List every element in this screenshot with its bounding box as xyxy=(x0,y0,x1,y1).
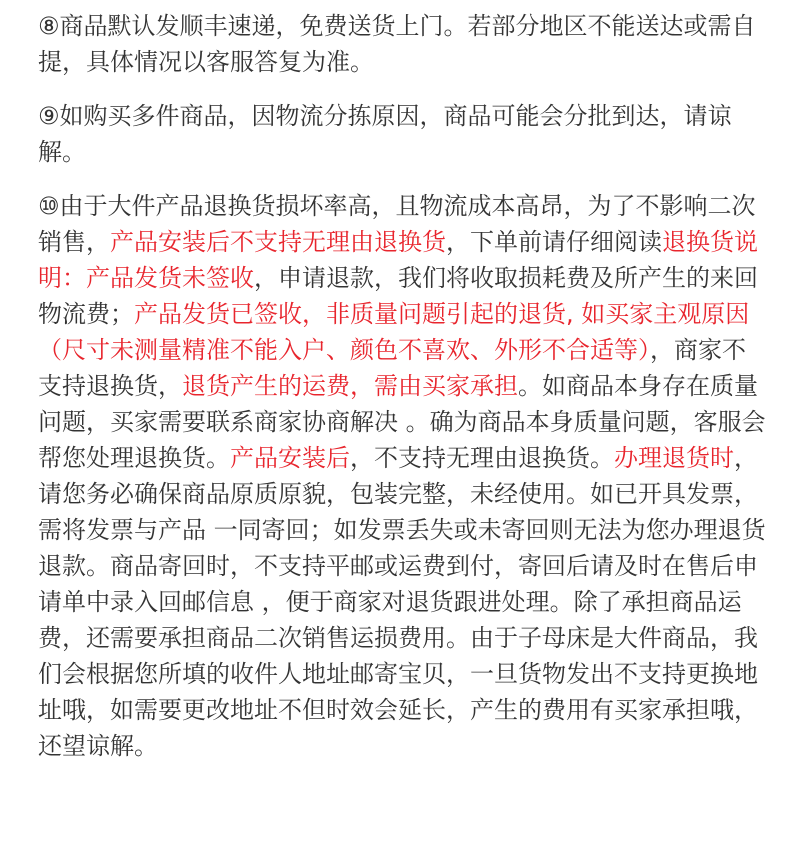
highlight-buyer-pays-shipping: 退货产生的运费，需由买家承担 xyxy=(182,372,518,400)
paragraph-10-text: ，不支持无理由退换货。 xyxy=(350,444,614,472)
paragraph-9-text: ⑨如购买多件商品，因物流分拣原因，商品可能会分批到达，请谅解。 xyxy=(38,102,732,166)
paragraph-10-text: ，请您务必确保商品原质原貌，包装完整，未经使用。如已开具发票，需将发票与产品 一同寄回；如发票丢失或未寄回则无法为您办理退货退款。商品寄回时，不支持平邮或运费到付，寄回后请及时在售后申请单中录入回邮信息 ，便于商家对退货跟进处理。除了承担商品运费，还需要承担商品二次销售运损费用。由于子母床是大件商品，我们会根据您所填的收件人地址邮寄宝贝，一旦货物发出不支持更换地址哦，如需要更改地址不但时效会延长，产生的费用有买家承担哦，还望谅解。 xyxy=(38,444,766,760)
highlight-signed-non-quality-return: 产品发货已签收，非质量问题引起的退货, 如买家主观原因（尺寸未测量精准不能入户、颜色不喜欢、外形不合适等） xyxy=(38,300,750,364)
paragraph-10-text: 。如商品本身存在质量问题，买家需要联系商家协商解决 。确为商品本身质量问题，客服会帮您处理退换货。 xyxy=(38,372,766,472)
notice-paragraph-9 xyxy=(38,98,768,170)
notice-document xyxy=(38,8,768,782)
paragraph-8-text: ⑧商品默认发顺丰速递，免费送货上门。若部分地区不能送达或需自提，具体情况以客服答复为准。 xyxy=(38,12,756,76)
notice-paragraph-8 xyxy=(38,8,768,80)
paragraph-10-text: ，商家不支持退换货， xyxy=(38,336,746,400)
highlight-no-return-after-install: 产品安装后不支持无理由退换货 xyxy=(110,228,446,256)
highlight-after-install: 产品安装后 xyxy=(230,444,350,472)
paragraph-10-text: ，下单前请仔细阅读 xyxy=(446,228,662,256)
notice-paragraph-10 xyxy=(38,188,768,764)
paragraph-10-text: ，申请退款，我们将收取损耗费及所产生的来回物流费； xyxy=(38,264,758,328)
highlight-when-returning: 办理退货时 xyxy=(614,444,734,472)
paragraph-10-text: ⑩由于大件产品退换货损坏率高，且物流成本高昂，为了不影响二次销售， xyxy=(38,192,756,256)
highlight-return-policy-unsigned: 退换货说明：产品发货未签收 xyxy=(38,228,758,292)
